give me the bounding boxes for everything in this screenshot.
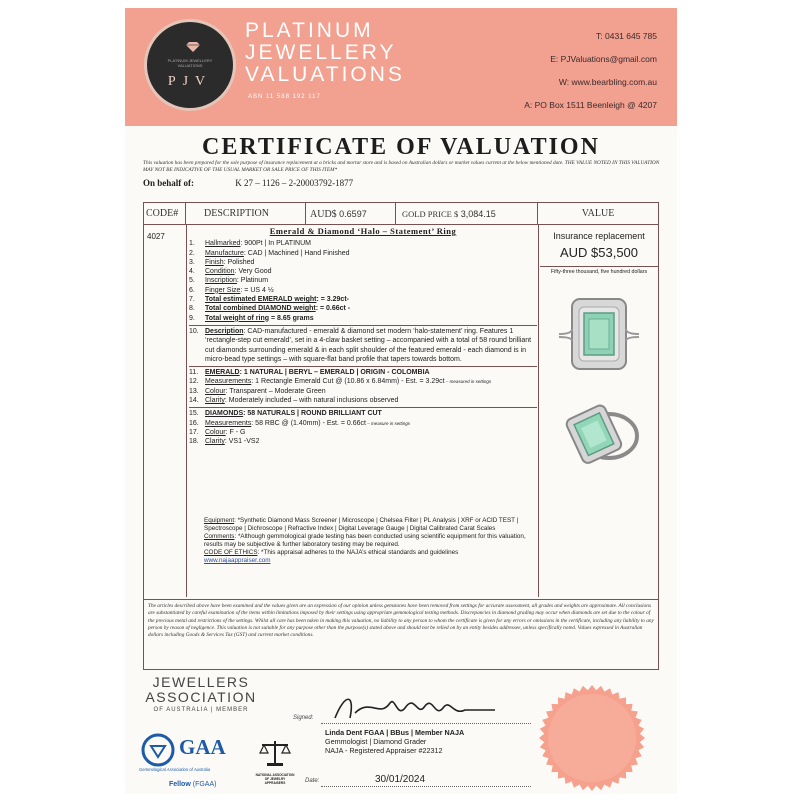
naja-link[interactable]: www.najaappraiser.com	[204, 557, 271, 564]
detail-line: 15. DIAMONDS: 58 NATURALS | ROUND BRILLIANT CUT	[189, 410, 382, 418]
logo-ring-text: PLATINUM JEWELLERY VALUATIONS	[167, 58, 213, 68]
naja-logo: NATIONAL ASSOCIATION OF JEWELRY APPRAISERS	[255, 738, 295, 785]
contact-address: A: PO Box 1511 Beenleigh @ 4207	[524, 100, 657, 110]
pjv-logo	[144, 19, 236, 111]
detail-line: 12. Measurements: 1 Rectangle Emerald Cut @ (10.86 x 6.84mm) - Est. = 3.29ct – measured in settings	[189, 378, 492, 386]
header-value: VALUE	[538, 203, 658, 225]
seal-sticker	[535, 683, 650, 793]
value-in-words: Fifty-three thousand, five hundred dollars	[540, 266, 658, 275]
brand-name	[245, 20, 405, 86]
signed-label: Signed:	[293, 715, 314, 721]
behalf-label: On behalf of:	[143, 178, 195, 188]
brand-line-1: PLATINUM	[245, 19, 374, 42]
detail-line: 3. Finish: Polished	[189, 258, 255, 266]
detail-line: 8. Total combined DIAMOND weight: = 0.66ct -	[189, 305, 351, 313]
gaa-emblem-icon	[141, 733, 175, 767]
detail-line: 14. Clarity: Moderately included – with natural inclusions observed	[189, 397, 399, 405]
gold-value: 3,084.15	[460, 209, 496, 219]
contact-web[interactable]: W: www.bearbling.com.au	[558, 77, 657, 87]
description-row: 10. Description: CAD-manufactured - emerald & diamond set modern ‘halo-statement’ ring. Features 1 ‘rectangle-step cut emerald’, set in a 4-claw basket setting – accompanied with a total of 58 round brilliant cut diamonds surrounding emerald & in each split shoulder of the featured emerald - each diamond is in micro-bead type settings – with square-flat band profile that tapers towards bottom.	[189, 325, 537, 364]
jewellers-association-logo: JEWELLERS ASSOCIATION OF AUSTRALIA | MEMBER	[145, 674, 257, 713]
intro-statement: This valuation has been prepared for the sole purpose of insurance replacement at a bricks and mortar store and is based on Australian dollars or market values current at the below mentioned date. THE VALUE NOTED IN THIS VALUATION MAY NOT BE INDICATIVE OF THE USUAL MARKET OR SALE PRICE OF THIS ITEM*	[143, 160, 660, 173]
header-code: CODE#	[144, 203, 186, 225]
header-aud	[306, 203, 396, 225]
diamond-details	[189, 407, 537, 446]
on-behalf-of	[143, 178, 353, 188]
diamond-icon	[186, 42, 200, 52]
detail-line: 16. Measurements: 58 RBC @ (1.40mm) - Est. = 0.66ct – measure in settings	[189, 419, 410, 427]
emerald-details	[189, 366, 537, 405]
value-label: Insurance replacement	[553, 231, 645, 241]
detail-line: 17. Colour: F - G	[189, 428, 246, 436]
valuation-date: 30/01/2024	[375, 774, 426, 785]
detail-line: 2. Manufacture: CAD | Machined | Hand Finished	[189, 249, 350, 257]
detail-line: 1. Hallmarked: 900Pt | In PLATINUM	[189, 240, 311, 248]
ring-title: Emerald & Diamond ‘Halo – Statement’ Ring	[269, 226, 457, 236]
letterhead	[125, 8, 677, 126]
value-amount: AUD $53,500	[559, 245, 639, 260]
column-divider	[538, 225, 539, 597]
certificate-title: CERTIFICATE OF VALUATION	[202, 134, 600, 160]
detail-line: 11. EMERALD: 1 NATURAL | BERYL – EMERALD | ORIGIN - COLOMBIA	[189, 369, 430, 377]
date-label: Date:	[305, 778, 320, 784]
value-column	[540, 227, 658, 483]
behalf-value: K 27 – 1126 – 2-20003792-1877	[235, 178, 354, 188]
detail-line: 18. Clarity: VS1 -VS2	[189, 438, 260, 446]
equipment-note: Equipment: *Synthetic Diamond Mass Screener | Microscope | Chelsea Filter | PL Analysis | XRF or ACID TEST | Spectroscope | Dichroscope | Refractive Index | Digital Leverage Gauge | Digital Calibrated Carat Scales	[204, 517, 519, 532]
signature-line	[321, 723, 531, 724]
item-description	[189, 227, 537, 447]
detail-lines	[189, 239, 537, 323]
header-gold	[396, 203, 538, 225]
detail-line: 5. Inscription: Platinum	[189, 277, 269, 285]
detail-line: 13. Colour: Transparent – Moderate Green	[189, 387, 326, 395]
disclaimer: The articles described above have been examined and the values given are an expression of our opinion unless gemstones have been removed from settings for accurate assessment, all grades and weights are approximate. All conclusions are substantiated by careful examination of the items within limitations imposed by their settings using appropriate gemmological testing methods. Discrepancies in diamond grading may occur when diamonds are set due to the colour of the precious metal and restrictions of the settings. Whilst all care has been taken in making this valuation, no liability to any person to whom the certificate is given for any errors or omissions in the certificate, including any liability to any person by reason of negligence. This valuation is not suitable for any purpose other than the purpose(s) stated above and should not be relied on by an entity besides addressee, unless specifically noted. Values expressed in Australian dollars including Goods & Services Tax (GST) and current market conditions.	[144, 599, 658, 642]
comments-note: Comments: *Although gemmological grade testing has been conducted using scientific equipment for this valuation, results may be subjective & further laboratory testing may be required.	[204, 533, 526, 548]
header-description: DESCRIPTION	[186, 203, 306, 225]
aud-value: 0.6597	[339, 209, 367, 219]
aud-label: AUD$	[310, 209, 337, 220]
column-divider	[186, 225, 187, 597]
detail-line: 9. Total weight of ring = 8.65 grams	[189, 314, 314, 322]
contact-block	[524, 25, 657, 117]
date-line	[321, 786, 531, 787]
gold-label: GOLD PRICE $	[402, 209, 459, 219]
item-code: 4027	[147, 232, 165, 241]
testing-notes	[204, 517, 534, 565]
scales-icon	[258, 738, 292, 768]
detail-line: 4. Condition: Very Good	[189, 268, 272, 276]
valuation-table	[143, 202, 659, 670]
ring-photo-top	[554, 289, 644, 379]
contact-email[interactable]: E: PJValuations@gmail.com	[550, 54, 657, 64]
brand-line-2: JEWELLERY	[245, 41, 397, 64]
detail-line: 7. Total estimated EMERALD weight: = 3.29ct-	[189, 296, 349, 304]
logo-initials: PJV	[167, 74, 213, 89]
abn-number: ABN 11 588 192 117	[248, 94, 321, 100]
detail-line: 6. Finger Size: = US 4 ½	[189, 286, 274, 294]
signer-details: Linda Dent FGAA | BBus | Member NAJA Gemmologist | Diamond Grader NAJA - Registered Appraiser #22312	[325, 728, 465, 755]
signature-image	[325, 688, 505, 728]
brand-line-3: VALUATIONS	[245, 63, 405, 86]
contact-phone: T: 0431 645 785	[596, 31, 657, 41]
ethics-note: CODE OF ETHICS: *This appraisal adheres to the NAJA’s ethical standards and guidelines	[204, 549, 459, 556]
ring-photo-side	[554, 388, 644, 478]
certificate-page: PLATINUM JEWELLERY VALUATIONS PJV PLATINUM JEWELLERY VALUATIONS ABN 11 588 192 117 T: 0431 645 785 E: PJValuations@gmail.com W: www.bearbling.com.au A: PO Box 1511 Beenleigh @ 4207 CERTIFICATE OF VALUATION This valuation has been prepared for the sole purpose of insurance replacement at a bricks and mortar store and is based on Australian dollars or market values current at the below mentioned date. THE VALUE NOTED IN THIS VALUATION MAY NOT BE INDICATIVE OF THE USUAL MARKET OR SALE PRICE OF THIS ITEM* On behalf of: K 27 – 1126 – 2-20003792-1877 CODE# DESCRIPTION AUD$ 0.6597 GOLD PRICE $ 3,084.15 VALUE 4027 Emerald & Diamond ‘Halo – Statement’ Ring 1. Hallmarked: 900Pt | In PLATINUM 2. Manufacture: CAD | Machined | Hand Finished 3. Finish: Polished 4. Condition: Very Good 5. Inscription: Platinum 6. Finger Size: = US 4 ½ 7. Total estimated EMERALD weight: = 3.29ct- 8. Total combined DIAMOND weight: = 0.66ct - 9. Total weight of ring = 8.65 grams 10. Description: CAD-manufactured - emerald & diamond set modern ‘halo-statement’ ring. Features 1 ‘rectangle-step cut emerald’, set in a 4-claw basket setting – accompanied with a total of 58 round brilliant cut diamonds surrounding emerald & in each split shoulder of the featured emerald - each diamond is in micro-bead type settings – with square-flat band profile that tapers towards bottom. 11. EMERALD: 1 NATURAL | BERYL – EMERALD | ORIGIN - COLOMBIA 12. Measurements: 1 Rectangle Emerald Cut @ (10.86 x 6.84mm) - Est. = 3.29ct – measured in settings 13. Colour: Transparent – Moderate Green 14. Clarity: Moderately included – with natural inclusions observed 15. DIAMONDS: 58 NATURALS | ROUND BRILLIANT CUT 16. Measurements: 58 RBC @ (1.40mm) - Est. = 0.66ct – measure in settings 17. Colour: F - G 18. Clarity: VS1 -VS2 Equipment: *Synthetic Diamond Mass Screener | Microscope | Chelsea Filter | PL Analysis | XRF or ACID TEST | Spectroscope | Dichroscope | Refractive Index | Digital Leverage Gauge | Digital Calibrated Carat Scales Comments: *Although gemmological grade testing has been conducted using scientific equipment for this valuation, results may be subjective & further laboratory testing may be required. CODE OF ETHICS: *This appraisal adheres to the NAJA’s ethical standards and guidelines www.najaappraiser.com Insurance replacement AUD $53,500 Fifty-three thousand, five hundred dollars The articles described above have been examined and the values given are an expression of our opinion unless gemstones have been removed from settings for accurate assessment, all grades and weights are approximate. All conclusions are substantiated by careful examination of the items within limitations imposed by their settings using appropriate gemmological testing methods. Discrepancies in diamond grading may occur when diamonds are set due to the colour of the precious metal and restrictions of the settings. Whilst all care has been taken in making this valuation, no liability to any person to whom the certificate is given for any errors or omissions in the certificate, including any liability to any person by reason of negligence. This valuation is not suitable for any purpose other than the purpose(s) stated above and should not be relied on by an entity besides addressee, unless specifically noted. Values expressed in Australian dollars including Goods & Services Tax (GST) and current market conditions. JEWELLERS ASSOCIATION OF AUSTRALIA | MEMBER GAA Gemmological Association of Australia Fellow (FGAA) NATIONAL ASSOCIATION OF JEWELRY APPRAISERS Signed: Linda Dent FGAA | BBus | Member NAJA Gemmologist | Diamond Grader NAJA - Registered Appraiser #22312 Date: 30/01/2024	[125, 8, 677, 794]
